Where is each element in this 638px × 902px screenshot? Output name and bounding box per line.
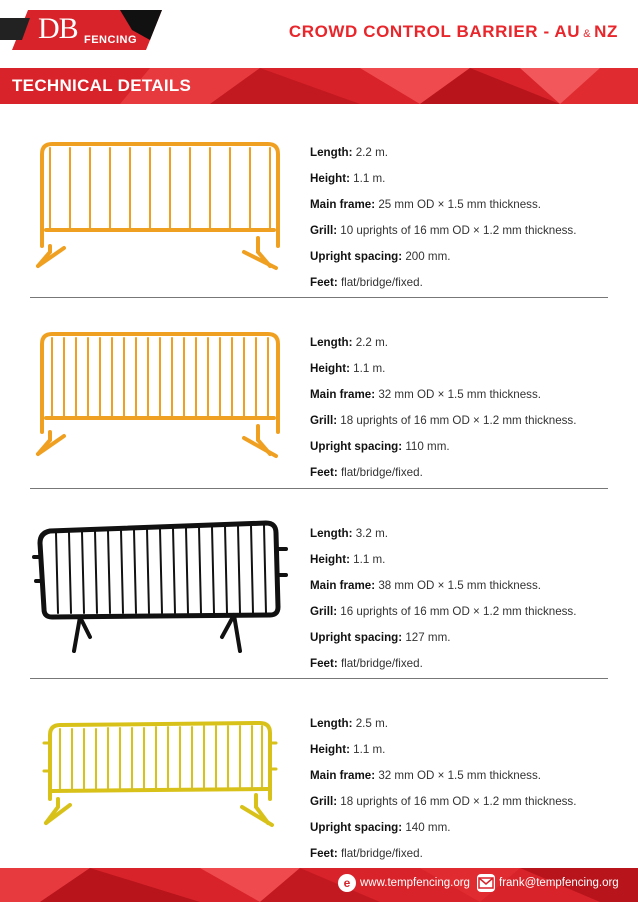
website-link[interactable]: www.tempfencing.org bbox=[360, 877, 470, 889]
email-link[interactable]: frank@tempfencing.org bbox=[499, 877, 619, 889]
spec-length: Length: 2.5 m. bbox=[310, 717, 388, 730]
spec-list bbox=[310, 717, 610, 873]
divider bbox=[30, 488, 608, 489]
document-title bbox=[289, 22, 618, 42]
orange-barrier-image bbox=[30, 318, 290, 488]
spec-upright-spacing: Upright spacing: 140 mm. bbox=[310, 821, 451, 834]
logo-sub-text: FENCING bbox=[84, 34, 137, 46]
spec-main-frame: Main frame: 32 mm OD × 1.5 mm thickness. bbox=[310, 769, 541, 782]
product-item-3 bbox=[30, 509, 608, 699]
spec-upright-spacing: Upright spacing: 110 mm. bbox=[310, 440, 450, 453]
spec-list bbox=[310, 527, 610, 683]
yellow-barrier-image bbox=[30, 699, 290, 869]
section-title: TECHNICAL DETAILS bbox=[12, 76, 192, 95]
spec-length: Length: 2.2 m. bbox=[310, 146, 388, 159]
product-item-4 bbox=[30, 699, 608, 889]
spec-main-frame: Main frame: 25 mm OD × 1.5 mm thickness. bbox=[310, 198, 541, 211]
spec-upright-spacing: Upright spacing: 127 mm. bbox=[310, 631, 451, 644]
spec-height: Height: 1.1 m. bbox=[310, 743, 386, 756]
spec-feet: Feet: flat/bridge/fixed. bbox=[310, 657, 423, 670]
spec-feet: Feet: flat/bridge/fixed. bbox=[310, 466, 423, 479]
envelope-icon bbox=[477, 874, 495, 892]
spec-grill: Grill: 16 uprights of 16 mm OD × 1.2 mm thickness. bbox=[310, 605, 577, 618]
orange-barrier-image bbox=[30, 128, 290, 298]
spec-main-frame: Main frame: 32 mm OD × 1.5 mm thickness. bbox=[310, 388, 541, 401]
spec-length: Length: 3.2 m. bbox=[310, 527, 388, 540]
title-main: CROWD CONTROL BARRIER - AU bbox=[288, 22, 581, 41]
divider bbox=[30, 297, 608, 298]
spec-height: Height: 1.1 m. bbox=[310, 553, 386, 566]
spec-height: Height: 1.1 m. bbox=[310, 362, 386, 375]
spec-feet: Feet: flat/bridge/fixed. bbox=[310, 276, 423, 289]
spec-list bbox=[310, 336, 610, 492]
spec-upright-spacing: Upright spacing: 200 mm. bbox=[310, 250, 451, 263]
title-amp: & bbox=[583, 28, 592, 40]
spec-grill: Grill: 10 uprights of 16 mm OD × 1.2 mm thickness. bbox=[310, 224, 577, 237]
spec-height: Height: 1.1 m. bbox=[310, 172, 386, 185]
web-icon: e bbox=[338, 874, 356, 892]
envelope-icon-svg bbox=[477, 874, 495, 892]
divider bbox=[30, 678, 608, 679]
spec-length: Length: 2.2 m. bbox=[310, 336, 388, 349]
logo-main-text: DB bbox=[38, 12, 78, 45]
spec-grill: Grill: 18 uprights of 16 mm OD × 1.2 mm thickness. bbox=[310, 414, 577, 427]
product-item-2 bbox=[30, 318, 608, 508]
spec-grill: Grill: 18 uprights of 16 mm OD × 1.2 mm thickness. bbox=[310, 795, 577, 808]
title-end: NZ bbox=[594, 22, 618, 41]
spec-feet: Feet: flat/bridge/fixed. bbox=[310, 847, 423, 860]
product-item-1 bbox=[30, 128, 608, 318]
spec-main-frame: Main frame: 38 mm OD × 1.5 mm thickness. bbox=[310, 579, 541, 592]
spec-list bbox=[310, 146, 610, 302]
black-barrier-image bbox=[30, 509, 290, 679]
